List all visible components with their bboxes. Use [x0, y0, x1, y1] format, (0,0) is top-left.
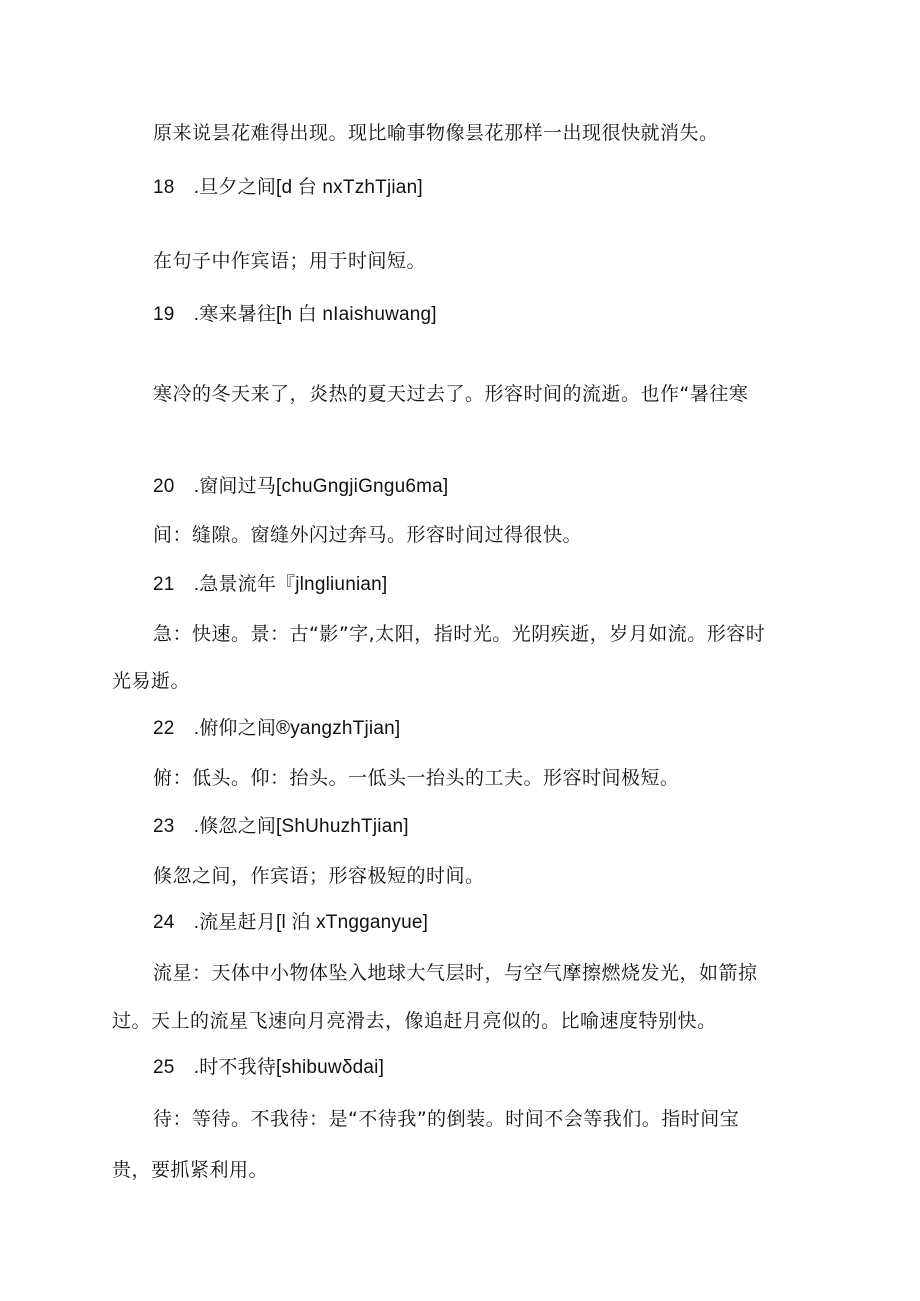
paragraph-line: 急：快速。景：古“影”字,太阳，指时光。光阴疾逝，岁月如流。形容时: [153, 623, 766, 645]
paragraph-line: 倏忽之间，作宾语；形容极短的时间。: [153, 865, 485, 887]
idiom-heading: 23 .倏忽之间[ShUhuzhTjian]: [153, 816, 409, 837]
paragraph-line: 贵，要抓紧利用。: [112, 1159, 269, 1181]
paragraph-line: 待：等待。不我待：是“不待我”的倒装。时间不会等我们。指时间宝: [153, 1108, 740, 1130]
idiom-heading: 20 .窗间过马[chuGngjiGngu6ma]: [153, 476, 449, 497]
paragraph-line: 俯：低头。仰：抬头。一低头一抬头的工夫。形容时间极短。: [153, 767, 680, 789]
paragraph-line: 过。天上的流星飞速向月亮滑去，像追赶月亮似的。比喻速度特别快。: [112, 1010, 717, 1032]
paragraph-line: 原来说昙花难得出现。现比喻事物像昙花那样一出现很快就消失。: [153, 122, 719, 144]
paragraph-line: 光易逝。: [112, 670, 191, 692]
idiom-heading: 19 .寒来暑往[h 白 nIaishuwang]: [153, 304, 437, 325]
idiom-heading: 22 .俯仰之间®yangzhTjian]: [153, 718, 401, 739]
paragraph-line: 寒冷的冬天来了，炎热的夏天过去了。形容时间的流逝。也作“暑往寒: [153, 383, 749, 405]
idiom-heading: 18 .旦夕之间[d 台 nxTzhTjian]: [153, 177, 423, 198]
idiom-heading: 21 .急景流年『jlngliunian]: [153, 574, 388, 595]
paragraph-line: 间：缝隙。窗缝外闪过奔马。形容时间过得很快。: [153, 524, 583, 546]
idiom-heading: 24 .流星赶月[l 泊 xTngganyue]: [153, 912, 429, 933]
paragraph-line: 流星：天体中小物体坠入地球大气层时，与空气摩擦燃烧发光，如箭掠: [153, 962, 758, 984]
paragraph-line: 在句子中作宾语；用于时间短。: [153, 250, 427, 272]
idiom-heading: 25 .时不我待[shibuwδdai]: [153, 1057, 385, 1078]
